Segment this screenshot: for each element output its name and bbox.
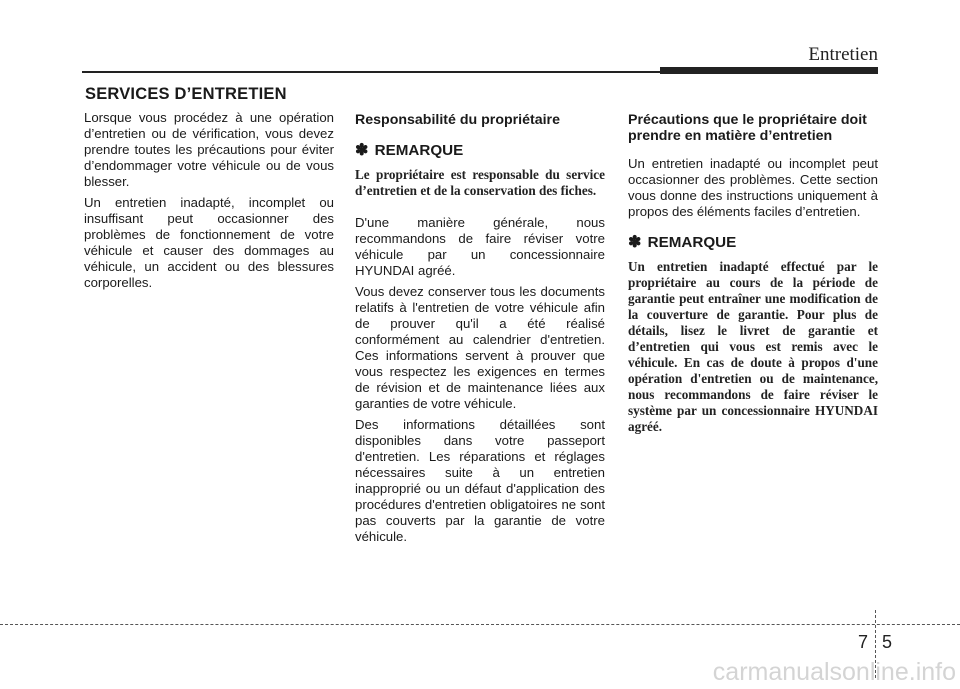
remarque-label: REMARQUE (374, 142, 464, 159)
owner-responsibility-heading: Responsabilité du propriétaire (355, 112, 560, 128)
column-owner-precautions (628, 110, 878, 451)
chapter-title: Entretien (808, 44, 878, 65)
remarque-text: Un entretien inadapté effectué par le propriétaire au cours de la période de garantie peut entraîner une modification de la couverture de garantie. Pour plus de détails, lisez le livret de garantie et d’entretien qui vous est remis avec le véhicule. En cas de doute à propos d'une opération d'entretien ou de maintenance, nous recommandons de faire réviser le système par un concessionnaire HYUNDAI agréé. (628, 259, 878, 434)
body-paragraph: D'une manière générale, nous recommandons de faire réviser votre véhicule par un concessionnaire HYUNDAI agréé. (355, 215, 605, 278)
remarque-heading (355, 142, 605, 160)
footer-dashed-rule (0, 624, 960, 625)
intro-paragraph: Un entretien inadapté, incomplet ou insuffisant peut occasionner des problèmes de fonctionnement de votre véhicule et causer des dommages au véhicule, un accident ou des blessures corporelles. (84, 195, 334, 290)
body-paragraph: Vous devez conserver tous les documents relatifs à l'entretien de votre véhicule afin de prouver qu'il a été réalisé conformément au calendrier d'entretien. Ces informations servent à prouver que vous respectez les exigences en termes de révision et de maintenance liées aux garanties de votre véhicule. (355, 284, 605, 411)
body-paragraph: Des informations détaillées sont disponibles dans votre passeport d'entretien. Les réparations et réglages nécessaires suite à un entretien inapproprié ou un défaut d'application des procédures d'entretien obligatoires ne sont pas couverts par la garantie de votre véhicule. (355, 417, 605, 544)
intro-paragraph: Lorsque vous procédez à une opération d’entretien ou de vérification, vous devez prendre toutes les précautions pour éviter d’endommager votre véhicule ou de vous blesser. (84, 110, 334, 189)
asterisk-icon: ✽ (355, 142, 369, 159)
chapter-number: 7 (858, 632, 869, 652)
body-paragraph: Un entretien inadapté ou incomplet peut occasionner des problèmes. Cette section vous donne des instructions uniquement à propos des éléments faciles d’entretien. (628, 156, 878, 219)
page-number: 5 (882, 632, 893, 652)
header-rule-thick (660, 67, 878, 74)
section-title: SERVICES D’ENTRETIEN (85, 85, 287, 103)
asterisk-icon: ✽ (628, 234, 642, 251)
column-intro (84, 110, 334, 296)
column-owner-responsibility (355, 110, 605, 550)
owner-precautions-heading: Précautions que le propriétaire doit prendre en matière d’entretien (628, 112, 867, 144)
remarque-heading (628, 234, 878, 252)
watermark: carmanualsonline.info (712, 658, 956, 686)
header-rule-thin (82, 71, 662, 73)
remarque-label: REMARQUE (647, 234, 737, 251)
remarque-text: Le propriétaire est responsable du service d’entretien et de la conservation des fiches. (355, 167, 605, 198)
